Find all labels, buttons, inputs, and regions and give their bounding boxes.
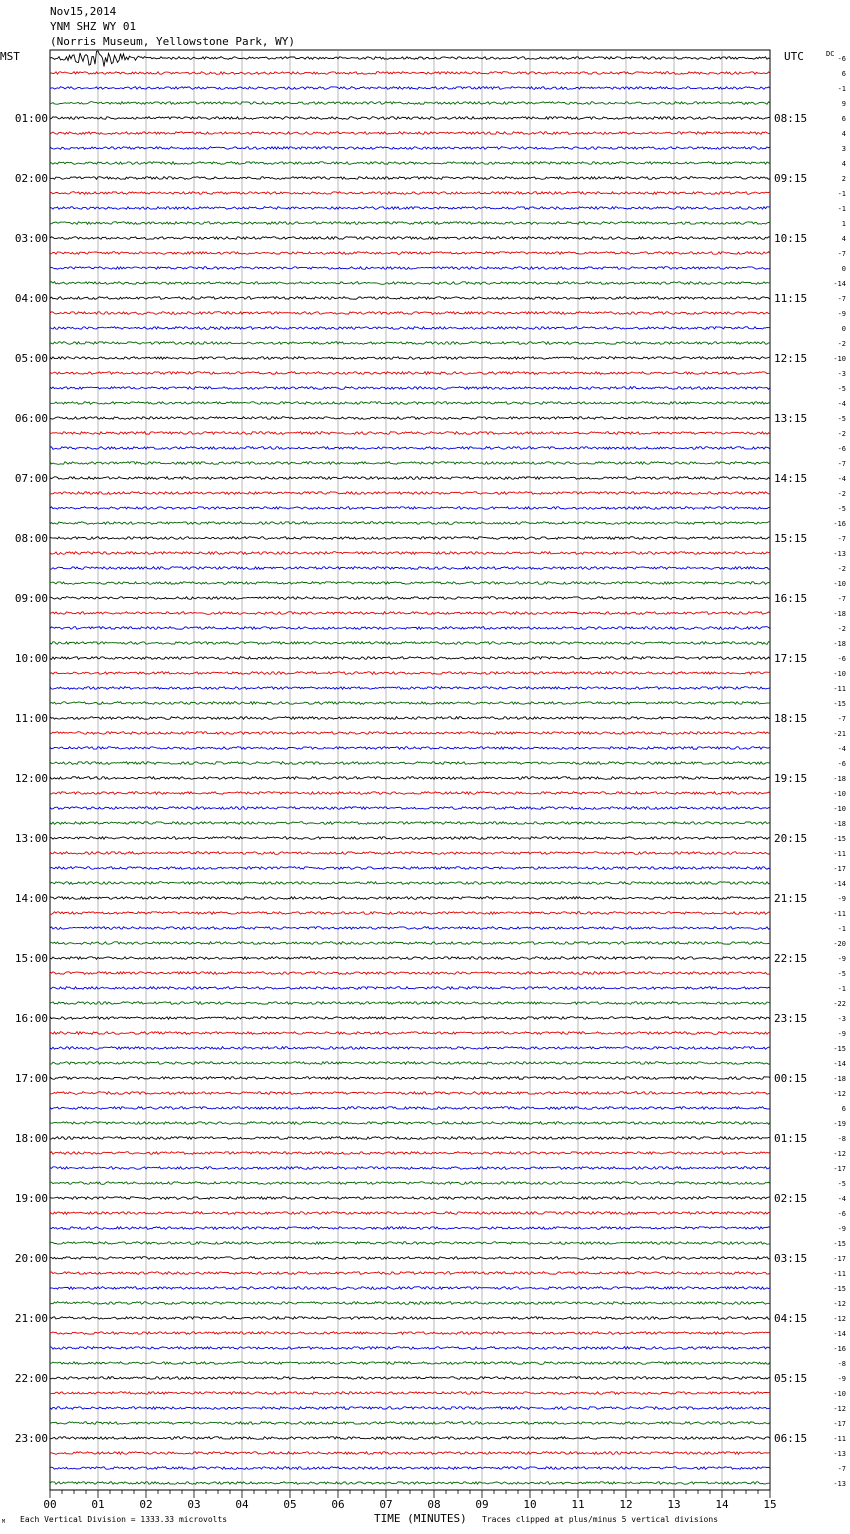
dc-offset-label: -6: [837, 55, 846, 63]
seismic-trace: [50, 582, 770, 585]
dc-offset-label: -9: [837, 1375, 846, 1383]
x-tick-label: 11: [571, 1498, 585, 1511]
dc-offset-label: -16: [833, 520, 846, 528]
dc-offset-label: -4: [837, 745, 846, 753]
vertical-scale-note: Each Vertical Division = 1333.33 microvolts: [20, 1515, 228, 1524]
dc-offset-label: -18: [833, 1075, 846, 1083]
right-hour-label: 20:15: [774, 832, 808, 845]
seismic-trace: [50, 237, 770, 240]
seismic-trace: [50, 762, 770, 765]
plot-date: Nov15,2014: [50, 5, 117, 18]
seismic-trace: [50, 357, 770, 360]
dc-offset-label: -4: [837, 400, 846, 408]
footer-mark: M: [2, 1519, 6, 1525]
dc-offset-label: -4: [837, 1195, 846, 1203]
dc-offset-label: -18: [833, 640, 846, 648]
dc-offset-label: -10: [833, 355, 846, 363]
dc-offset-label: 0: [841, 265, 846, 273]
seismic-trace: [50, 837, 770, 840]
seismic-trace: [50, 1242, 770, 1245]
dc-offset-label: -15: [833, 700, 846, 708]
dc-offset-label: -5: [837, 505, 846, 513]
x-tick-label: 05: [283, 1498, 297, 1511]
seismic-trace: [50, 102, 770, 105]
dc-offset-label: -1: [837, 190, 846, 198]
seismic-trace: [50, 51, 770, 67]
seismic-trace: [50, 447, 770, 450]
seismic-trace: [50, 1317, 770, 1320]
seismic-trace: [50, 1332, 770, 1335]
right-hour-label: 17:15: [774, 652, 808, 665]
x-axis-label: TIME (MINUTES): [374, 1512, 467, 1525]
seismic-trace: [50, 1197, 770, 1200]
seismic-trace: [50, 1017, 770, 1020]
seismic-trace: [50, 132, 770, 135]
dc-offset-label: -11: [833, 1435, 846, 1443]
dc-offset-label: 6: [841, 70, 846, 78]
dc-offset-label: -9: [837, 895, 846, 903]
dc-offset-label: -6: [837, 445, 846, 453]
x-tick-label: 10: [523, 1498, 537, 1511]
clipping-note: Traces clipped at plus/minus 5 vertical divisions: [482, 1515, 719, 1524]
right-hour-label: 22:15: [774, 952, 808, 965]
x-tick-label: 01: [91, 1498, 105, 1511]
right-hour-label: 00:15: [774, 1072, 808, 1085]
dc-offset-label: -9: [837, 310, 846, 318]
x-tick-label: 13: [667, 1498, 681, 1511]
dc-offset-label: -17: [833, 865, 846, 873]
dc-offset-label: -12: [833, 1405, 846, 1413]
dc-offset-label: -8: [837, 1135, 846, 1143]
left-hour-label: 02:00: [14, 172, 48, 185]
dc-offset-label: -11: [833, 850, 846, 858]
dc-offset-label: -8: [837, 1360, 846, 1368]
seismic-trace: [50, 537, 770, 540]
dc-offset-label: -5: [837, 415, 846, 423]
seismic-trace: [50, 897, 770, 900]
dc-offset-label: -5: [837, 1180, 846, 1188]
dc-offset-label: -15: [833, 1240, 846, 1248]
dc-offset-label: 0: [841, 325, 846, 333]
seismic-trace: [50, 867, 770, 870]
right-timezone-label: UTC: [784, 50, 804, 63]
dc-offset-label: -2: [837, 340, 846, 348]
dc-offset-label: -10: [833, 670, 846, 678]
dc-offset-label: -20: [833, 940, 846, 948]
dc-offset-label: -11: [833, 1270, 846, 1278]
right-hour-label: 04:15: [774, 1312, 808, 1325]
seismic-trace: [50, 882, 770, 885]
right-hour-label: 08:15: [774, 112, 808, 125]
seismic-trace: [50, 732, 770, 735]
dc-offset-label: -2: [837, 490, 846, 498]
x-tick-label: 14: [715, 1498, 729, 1511]
seismic-trace: [50, 1032, 770, 1035]
seismic-trace: [50, 1107, 770, 1110]
seismic-trace: [50, 342, 770, 345]
right-hour-label: 15:15: [774, 532, 808, 545]
dc-offset-label: -5: [837, 970, 846, 978]
right-hour-label: 02:15: [774, 1192, 808, 1205]
right-hour-label: 16:15: [774, 592, 808, 605]
dc-header-label: DC: [826, 50, 835, 58]
seismic-trace: [50, 72, 770, 75]
seismic-trace: [50, 1182, 770, 1185]
dc-offset-label: 4: [841, 235, 846, 243]
seismic-trace: [50, 1137, 770, 1140]
station-code: YNM SHZ WY 01: [50, 20, 137, 33]
left-hour-label: 22:00: [14, 1372, 48, 1385]
seismic-trace: [50, 1437, 770, 1440]
seismic-trace: [50, 177, 770, 180]
dc-offset-label: -13: [833, 1450, 846, 1458]
dc-offset-label: 2: [841, 175, 846, 183]
seismic-trace: [50, 1272, 770, 1275]
seismic-trace: [50, 927, 770, 930]
seismic-trace: [50, 252, 770, 255]
dc-offset-label: -15: [833, 835, 846, 843]
x-tick-label: 06: [331, 1498, 345, 1511]
right-hour-label: 21:15: [774, 892, 808, 905]
seismic-trace: [50, 777, 770, 780]
dc-offset-label: 4: [841, 130, 846, 138]
left-hour-label: 12:00: [14, 772, 48, 785]
left-hour-label: 17:00: [14, 1072, 48, 1085]
seismic-trace: [50, 1287, 770, 1290]
dc-offset-label: -12: [833, 1300, 846, 1308]
dc-offset-label: -3: [837, 1015, 846, 1023]
right-hour-label: 01:15: [774, 1132, 808, 1145]
dc-offset-label: -22: [833, 1000, 846, 1008]
seismic-trace: [50, 1257, 770, 1260]
right-hour-label: 05:15: [774, 1372, 808, 1385]
seismic-trace: [50, 597, 770, 600]
dc-offset-label: -10: [833, 580, 846, 588]
dc-offset-label: -6: [837, 1210, 846, 1218]
seismic-trace: [50, 912, 770, 915]
seismic-trace: [50, 567, 770, 570]
seismic-trace: [50, 702, 770, 705]
dc-offset-label: -17: [833, 1255, 846, 1263]
x-tick-label: 09: [475, 1498, 489, 1511]
dc-offset-label: -3: [837, 370, 846, 378]
right-hour-label: 09:15: [774, 172, 808, 185]
seismic-trace: [50, 1122, 770, 1125]
right-hour-label: 10:15: [774, 232, 808, 245]
seismic-trace: [50, 387, 770, 390]
seismic-trace: [50, 747, 770, 750]
seismic-trace: [50, 162, 770, 165]
dc-offset-label: -7: [837, 250, 846, 258]
left-hour-label: 08:00: [14, 532, 48, 545]
left-hour-label: 15:00: [14, 952, 48, 965]
dc-offset-label: 6: [841, 115, 846, 123]
dc-offset-label: -15: [833, 1045, 846, 1053]
dc-offset-label: -1: [837, 85, 846, 93]
seismic-trace: [50, 1167, 770, 1170]
seismic-trace: [50, 522, 770, 525]
left-hour-label: 11:00: [14, 712, 48, 725]
seismic-trace: [50, 792, 770, 795]
left-hour-label: 14:00: [14, 892, 48, 905]
seismic-trace: [50, 627, 770, 630]
dc-offset-label: -18: [833, 775, 846, 783]
left-timezone-label: MST: [0, 50, 20, 63]
left-hour-label: 07:00: [14, 472, 48, 485]
dc-offset-label: -15: [833, 1285, 846, 1293]
seismic-trace: [50, 987, 770, 990]
left-hour-label: 20:00: [14, 1252, 48, 1265]
seismic-trace: [50, 552, 770, 555]
dc-offset-label: -9: [837, 1030, 846, 1038]
dc-offset-label: -11: [833, 685, 846, 693]
dc-offset-label: -5: [837, 385, 846, 393]
dc-offset-label: -2: [837, 430, 846, 438]
dc-offset-label: 9: [841, 100, 846, 108]
seismic-trace: [50, 1062, 770, 1065]
seismic-trace: [50, 1392, 770, 1395]
dc-offset-label: -19: [833, 1120, 846, 1128]
dc-offset-label: -13: [833, 550, 846, 558]
seismic-trace: [50, 1302, 770, 1305]
dc-offset-label: -2: [837, 625, 846, 633]
seismic-trace: [50, 282, 770, 285]
dc-offset-label: -7: [837, 460, 846, 468]
dc-offset-label: -14: [833, 880, 846, 888]
dc-offset-label: -7: [837, 715, 846, 723]
plot-frame: [50, 50, 770, 1490]
seismic-trace: [50, 1077, 770, 1080]
dc-offset-label: -1: [837, 205, 846, 213]
dc-offset-label: -17: [833, 1165, 846, 1173]
dc-offset-label: -16: [833, 1345, 846, 1353]
seismic-trace: [50, 1422, 770, 1425]
dc-offset-label: -10: [833, 790, 846, 798]
x-tick-label: 08: [427, 1498, 441, 1511]
x-tick-label: 12: [619, 1498, 633, 1511]
dc-offset-label: -18: [833, 610, 846, 618]
dc-offset-label: -4: [837, 475, 846, 483]
dc-offset-label: -21: [833, 730, 846, 738]
dc-offset-label: -2: [837, 565, 846, 573]
right-hour-label: 13:15: [774, 412, 808, 425]
seismic-trace: [50, 372, 770, 375]
seismic-trace: [50, 1467, 770, 1470]
dc-offset-label: -12: [833, 1150, 846, 1158]
seismic-trace: [50, 657, 770, 660]
dc-offset-label: 6: [841, 1105, 846, 1113]
dc-offset-label: -7: [837, 295, 846, 303]
seismic-trace: [50, 1092, 770, 1095]
dc-offset-label: -12: [833, 1090, 846, 1098]
seismic-trace: [50, 807, 770, 810]
seismic-trace: [50, 957, 770, 960]
right-hour-label: 19:15: [774, 772, 808, 785]
seismic-trace: [50, 1362, 770, 1365]
seismic-trace: [50, 672, 770, 675]
dc-offset-label: 1: [841, 220, 846, 228]
dc-offset-label: -18: [833, 820, 846, 828]
right-hour-label: 03:15: [774, 1252, 808, 1265]
left-hour-label: 21:00: [14, 1312, 48, 1325]
seismic-trace: [50, 1452, 770, 1455]
left-hour-label: 10:00: [14, 652, 48, 665]
seismic-trace: [50, 477, 770, 480]
dc-offset-label: -1: [837, 925, 846, 933]
dc-offset-label: -7: [837, 535, 846, 543]
seismic-trace: [50, 822, 770, 825]
left-hour-label: 04:00: [14, 292, 48, 305]
right-hour-label: 23:15: [774, 1012, 808, 1025]
dc-offset-label: -10: [833, 805, 846, 813]
left-hour-label: 03:00: [14, 232, 48, 245]
left-hour-label: 01:00: [14, 112, 48, 125]
dc-offset-label: -12: [833, 1315, 846, 1323]
dc-offset-label: -6: [837, 760, 846, 768]
seismic-trace: [50, 687, 770, 690]
right-hour-label: 18:15: [774, 712, 808, 725]
right-hour-label: 14:15: [774, 472, 808, 485]
seismic-trace: [50, 462, 770, 465]
seismic-trace: [50, 87, 770, 90]
x-tick-label: 02: [139, 1498, 153, 1511]
right-hour-label: 11:15: [774, 292, 808, 305]
seismic-trace: [50, 942, 770, 945]
seismic-trace: [50, 717, 770, 720]
dc-offset-label: 4: [841, 160, 846, 168]
seismic-trace: [50, 1152, 770, 1155]
dc-offset-label: -17: [833, 1420, 846, 1428]
seismic-trace: [50, 1407, 770, 1410]
seismic-trace: [50, 312, 770, 315]
seismic-trace: [50, 117, 770, 120]
dc-offset-label: -9: [837, 955, 846, 963]
seismic-trace: [50, 402, 770, 405]
seismic-trace: [50, 612, 770, 615]
x-tick-label: 04: [235, 1498, 249, 1511]
seismic-trace: [50, 1227, 770, 1230]
left-hour-label: 09:00: [14, 592, 48, 605]
seismic-trace: [50, 1212, 770, 1215]
seismic-trace: [50, 222, 770, 225]
seismic-trace: [50, 432, 770, 435]
seismic-trace: [50, 972, 770, 975]
dc-offset-label: -13: [833, 1480, 846, 1488]
dc-offset-label: 3: [841, 145, 846, 153]
seismic-trace: [50, 192, 770, 195]
dc-offset-label: -10: [833, 1390, 846, 1398]
seismic-trace: [50, 642, 770, 645]
left-hour-label: 05:00: [14, 352, 48, 365]
seismic-trace: [50, 267, 770, 270]
x-tick-label: 07: [379, 1498, 393, 1511]
seismic-trace: [50, 297, 770, 300]
seismic-trace: [50, 1347, 770, 1350]
seismic-trace: [50, 492, 770, 495]
left-hour-label: 18:00: [14, 1132, 48, 1145]
seismic-trace: [50, 1002, 770, 1005]
seismic-trace: [50, 327, 770, 330]
right-hour-label: 06:15: [774, 1432, 808, 1445]
dc-offset-label: -14: [833, 280, 846, 288]
dc-offset-label: -7: [837, 1465, 846, 1473]
dc-offset-label: -6: [837, 655, 846, 663]
left-hour-label: 19:00: [14, 1192, 48, 1205]
station-location: (Norris Museum, Yellowstone Park, WY): [50, 35, 296, 48]
left-hour-label: 23:00: [14, 1432, 48, 1445]
x-tick-label: 00: [43, 1498, 57, 1511]
left-hour-label: 13:00: [14, 832, 48, 845]
seismic-trace: [50, 417, 770, 420]
right-hour-label: 12:15: [774, 352, 808, 365]
dc-offset-label: -11: [833, 910, 846, 918]
seismic-trace: [50, 1377, 770, 1380]
dc-offset-label: -14: [833, 1330, 846, 1338]
seismic-trace: [50, 852, 770, 855]
dc-offset-label: -7: [837, 595, 846, 603]
seismic-trace: [50, 1482, 770, 1485]
x-tick-label: 15: [763, 1498, 777, 1511]
dc-offset-label: -9: [837, 1225, 846, 1233]
dc-offset-label: -14: [833, 1060, 846, 1068]
left-hour-label: 06:00: [14, 412, 48, 425]
seismic-trace: [50, 1047, 770, 1050]
dc-offset-label: -1: [837, 985, 846, 993]
seismic-trace: [50, 207, 770, 210]
seismic-trace: [50, 147, 770, 150]
seismic-trace: [50, 507, 770, 510]
left-hour-label: 16:00: [14, 1012, 48, 1025]
x-tick-label: 03: [187, 1498, 201, 1511]
